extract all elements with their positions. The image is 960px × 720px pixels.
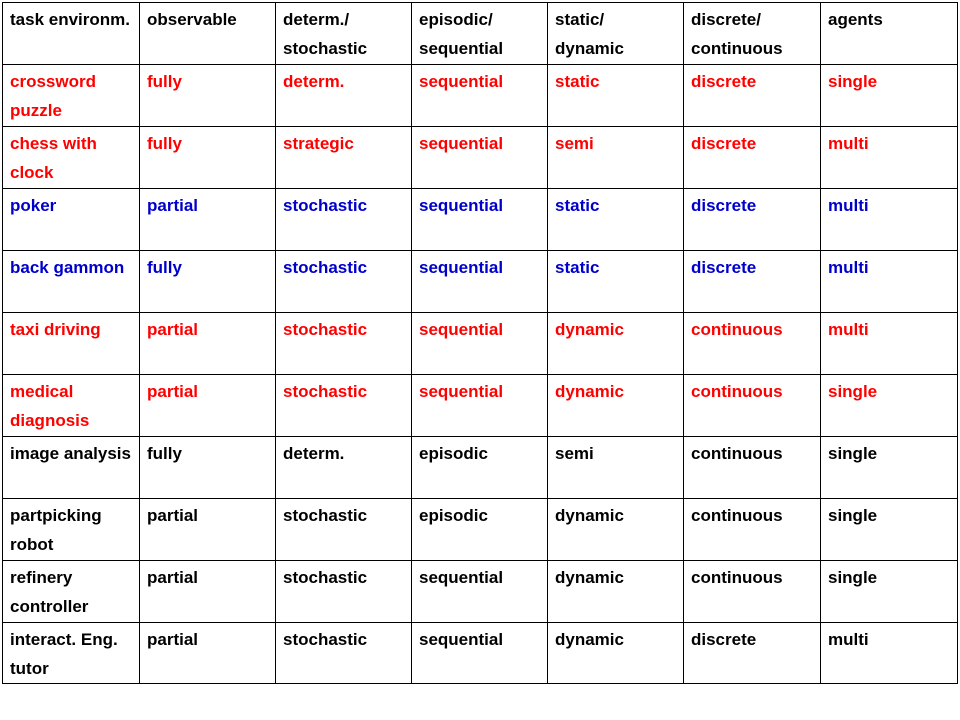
table-row bbox=[3, 499, 958, 561]
table-cell-determinism: stochastic bbox=[276, 313, 412, 375]
table-cell-observable: fully bbox=[140, 437, 276, 499]
table-row bbox=[3, 623, 958, 684]
table-cell-episodic: episodic bbox=[412, 499, 548, 561]
table-cell-task: taxi driving bbox=[3, 313, 140, 375]
table-cell-episodic: sequential bbox=[412, 561, 548, 623]
table-cell-episodic: episodic bbox=[412, 437, 548, 499]
table-cell-determinism: stochastic bbox=[276, 623, 412, 684]
table-cell-determinism: stochastic bbox=[276, 375, 412, 437]
table-cell-observable: partial bbox=[140, 375, 276, 437]
header-cell-agents: agents bbox=[821, 3, 958, 65]
table-cell-task: medical diagnosis bbox=[3, 375, 140, 437]
table-cell-discrete: discrete bbox=[684, 65, 821, 127]
table-row bbox=[3, 127, 958, 189]
table-cell-agents: multi bbox=[821, 127, 958, 189]
table-cell-agents: single bbox=[821, 499, 958, 561]
table-cell-static: dynamic bbox=[548, 313, 684, 375]
table-row bbox=[3, 189, 958, 251]
table-cell-task: interact. Eng. tutor bbox=[3, 623, 140, 684]
table-cell-task: crossword puzzle bbox=[3, 65, 140, 127]
table-cell-determinism: strategic bbox=[276, 127, 412, 189]
table-row bbox=[3, 65, 958, 127]
table-cell-static: dynamic bbox=[548, 623, 684, 684]
table-cell-discrete: continuous bbox=[684, 561, 821, 623]
table-cell-task: chess with clock bbox=[3, 127, 140, 189]
table-cell-observable: partial bbox=[140, 499, 276, 561]
table-cell-episodic: sequential bbox=[412, 189, 548, 251]
table-cell-observable: partial bbox=[140, 561, 276, 623]
table-cell-static: semi bbox=[548, 127, 684, 189]
table-row bbox=[3, 561, 958, 623]
table-cell-determinism: determ. bbox=[276, 437, 412, 499]
table-cell-agents: single bbox=[821, 561, 958, 623]
table-cell-discrete: discrete bbox=[684, 127, 821, 189]
table-cell-determinism: determ. bbox=[276, 65, 412, 127]
table-cell-episodic: sequential bbox=[412, 251, 548, 313]
table-cell-episodic: sequential bbox=[412, 313, 548, 375]
table-cell-agents: multi bbox=[821, 251, 958, 313]
table-cell-discrete: discrete bbox=[684, 189, 821, 251]
table-cell-task: refinery controller bbox=[3, 561, 140, 623]
table-cell-discrete: continuous bbox=[684, 313, 821, 375]
table-row bbox=[3, 375, 958, 437]
table-cell-episodic: sequential bbox=[412, 127, 548, 189]
header-cell-observable: observable bbox=[140, 3, 276, 65]
table-cell-episodic: sequential bbox=[412, 623, 548, 684]
environment-properties-table bbox=[2, 2, 958, 684]
header-cell-static: static/ dynamic bbox=[548, 3, 684, 65]
table-cell-discrete: continuous bbox=[684, 437, 821, 499]
header-row bbox=[3, 3, 958, 65]
table-cell-agents: multi bbox=[821, 313, 958, 375]
table-cell-determinism: stochastic bbox=[276, 499, 412, 561]
table-cell-determinism: stochastic bbox=[276, 561, 412, 623]
table-cell-static: static bbox=[548, 65, 684, 127]
table-cell-discrete: discrete bbox=[684, 251, 821, 313]
table-cell-observable: partial bbox=[140, 313, 276, 375]
table-cell-task: back gammon bbox=[3, 251, 140, 313]
header-cell-determinism: determ./ stochastic bbox=[276, 3, 412, 65]
table-cell-static: dynamic bbox=[548, 499, 684, 561]
table-cell-determinism: stochastic bbox=[276, 251, 412, 313]
table-cell-static: static bbox=[548, 251, 684, 313]
table-cell-observable: fully bbox=[140, 251, 276, 313]
table-cell-agents: single bbox=[821, 437, 958, 499]
table-cell-static: dynamic bbox=[548, 375, 684, 437]
table-cell-agents: single bbox=[821, 65, 958, 127]
table-cell-observable: partial bbox=[140, 623, 276, 684]
header-cell-discrete: discrete/ continuous bbox=[684, 3, 821, 65]
header-cell-task: task environm. bbox=[3, 3, 140, 65]
table-row bbox=[3, 437, 958, 499]
table-row bbox=[3, 251, 958, 313]
table-cell-static: semi bbox=[548, 437, 684, 499]
table-cell-observable: fully bbox=[140, 65, 276, 127]
table-cell-task: partpicking robot bbox=[3, 499, 140, 561]
table-cell-agents: multi bbox=[821, 623, 958, 684]
table-cell-task: image analysis bbox=[3, 437, 140, 499]
table-cell-discrete: discrete bbox=[684, 623, 821, 684]
header-cell-episodic: episodic/ sequential bbox=[412, 3, 548, 65]
table-cell-agents: single bbox=[821, 375, 958, 437]
table-cell-observable: fully bbox=[140, 127, 276, 189]
table-cell-episodic: sequential bbox=[412, 375, 548, 437]
table-cell-observable: partial bbox=[140, 189, 276, 251]
table-cell-static: static bbox=[548, 189, 684, 251]
table-cell-static: dynamic bbox=[548, 561, 684, 623]
table-cell-determinism: stochastic bbox=[276, 189, 412, 251]
table-cell-agents: multi bbox=[821, 189, 958, 251]
table-cell-episodic: sequential bbox=[412, 65, 548, 127]
table-row bbox=[3, 313, 958, 375]
table-cell-discrete: continuous bbox=[684, 499, 821, 561]
table-cell-task: poker bbox=[3, 189, 140, 251]
table-cell-discrete: continuous bbox=[684, 375, 821, 437]
